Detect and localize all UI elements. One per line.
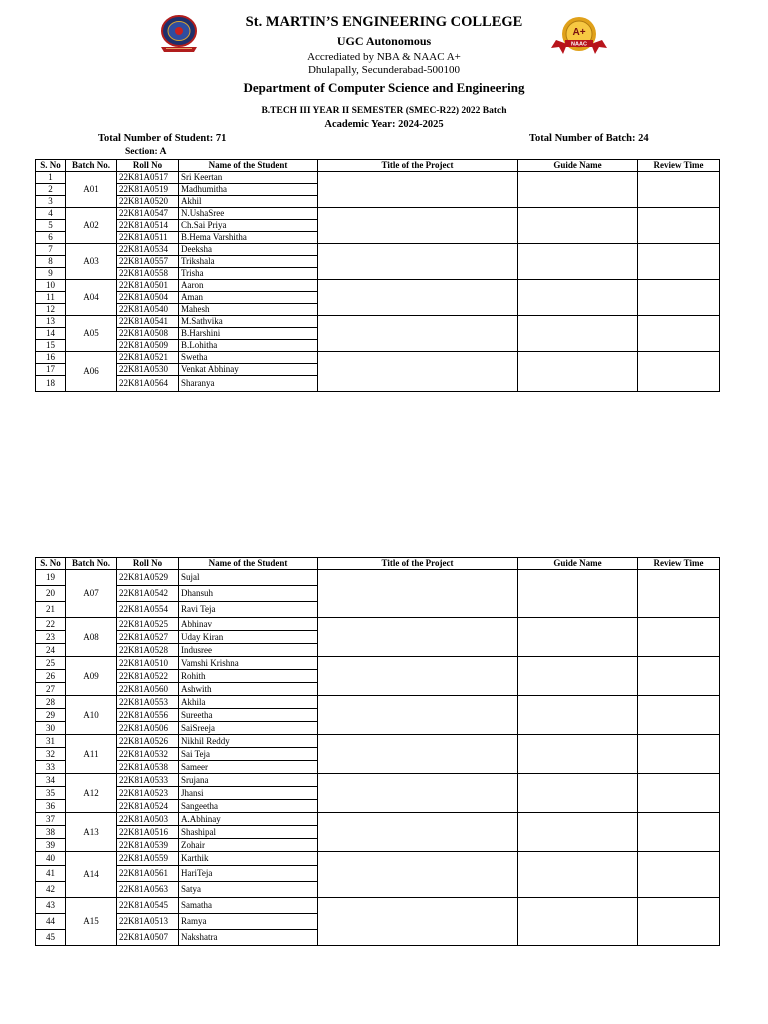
serial-number: 15 — [36, 340, 66, 352]
student-name: Ramya — [179, 914, 318, 930]
serial-number: 32 — [36, 748, 66, 761]
guide-name-cell — [518, 316, 638, 352]
roll-number: 22K81A0560 — [117, 683, 179, 696]
serial-number: 21 — [36, 602, 66, 618]
project-roster-table-2 — [35, 557, 720, 946]
roll-number: 22K81A0561 — [117, 866, 179, 882]
roll-number: 22K81A0553 — [117, 696, 179, 709]
serial-number: 13 — [36, 316, 66, 328]
project-title-cell — [318, 898, 518, 946]
guide-name-cell — [518, 618, 638, 657]
student-name: HariTeja — [179, 866, 318, 882]
roll-number: 22K81A0511 — [117, 232, 179, 244]
project-title-cell — [318, 852, 518, 898]
batch-number: A09 — [66, 657, 117, 696]
roll-number: 22K81A0517 — [117, 172, 179, 184]
table-row — [36, 244, 720, 256]
table-row — [36, 280, 720, 292]
student-name: Shashipal — [179, 826, 318, 839]
roll-number: 22K81A0534 — [117, 244, 179, 256]
college-name: St. MARTIN’S ENGINEERING COLLEGE — [245, 14, 523, 30]
student-name: Nakshatra — [179, 930, 318, 946]
project-title-cell — [318, 570, 518, 618]
roll-number: 22K81A0556 — [117, 709, 179, 722]
table-row — [36, 208, 720, 220]
table-row — [36, 172, 720, 184]
student-name: Satya — [179, 882, 318, 898]
review-time-cell — [638, 570, 720, 618]
project-roster-table-1 — [35, 159, 720, 392]
roll-number: 22K81A0528 — [117, 644, 179, 657]
student-name: Ch.Sai Priya — [179, 220, 318, 232]
review-time-cell — [638, 735, 720, 774]
table-row — [36, 898, 720, 914]
guide-name-cell — [518, 172, 638, 208]
table-row — [36, 657, 720, 670]
roll-number: 22K81A0514 — [117, 220, 179, 232]
project-title-cell — [318, 774, 518, 813]
batch-number: A08 — [66, 618, 117, 657]
batch-number: A07 — [66, 570, 117, 618]
review-time-cell — [638, 774, 720, 813]
serial-number: 20 — [36, 586, 66, 602]
student-name: Vamshi Krishna — [179, 657, 318, 670]
roll-number: 22K81A0524 — [117, 800, 179, 813]
review-time-cell — [638, 352, 720, 392]
roll-number: 22K81A0516 — [117, 826, 179, 839]
roll-number: 22K81A0526 — [117, 735, 179, 748]
accreditation: Accrediated by NBA & NAAC A+ — [307, 51, 461, 63]
roll-number: 22K81A0533 — [117, 774, 179, 787]
student-name: Trikshala — [179, 256, 318, 268]
batch-number: A03 — [66, 244, 117, 280]
table-row — [36, 852, 720, 866]
student-name: Akhil — [179, 196, 318, 208]
project-title-cell — [318, 316, 518, 352]
name-header: Name of the Student — [179, 558, 318, 570]
student-name: B.Lohitha — [179, 340, 318, 352]
serial-number: 38 — [36, 826, 66, 839]
student-name: Dhansuh — [179, 586, 318, 602]
roll-number: 22K81A0540 — [117, 304, 179, 316]
roll-header: Roll No — [117, 160, 179, 172]
project-title-header: Title of the Project — [318, 160, 518, 172]
roll-number: 22K81A0523 — [117, 787, 179, 800]
review-time-cell — [638, 852, 720, 898]
serial-number: 40 — [36, 852, 66, 866]
table-row — [36, 570, 720, 586]
serial-number: 41 — [36, 866, 66, 882]
review-time-cell — [638, 696, 720, 735]
review-time-cell — [638, 208, 720, 244]
student-name: Sharanya — [179, 376, 318, 392]
review-time-cell — [638, 316, 720, 352]
project-title-cell — [318, 813, 518, 852]
student-name: Sri Keertan — [179, 172, 318, 184]
student-name: Sujal — [179, 570, 318, 586]
batch-number: A13 — [66, 813, 117, 852]
student-name: Rohith — [179, 670, 318, 683]
batch-number: A04 — [66, 280, 117, 316]
review-time-cell — [638, 244, 720, 280]
project-title-cell — [318, 244, 518, 280]
serial-number: 1 — [36, 172, 66, 184]
student-name: Trisha — [179, 268, 318, 280]
letterhead — [0, 14, 768, 96]
serial-number: 6 — [36, 232, 66, 244]
serial-number: 17 — [36, 364, 66, 376]
roll-number: 22K81A0542 — [117, 586, 179, 602]
project-title-cell — [318, 618, 518, 657]
serial-number: 26 — [36, 670, 66, 683]
review-time-cell — [638, 280, 720, 316]
guide-name-cell — [518, 244, 638, 280]
roll-number: 22K81A0503 — [117, 813, 179, 826]
serial-number: 19 — [36, 570, 66, 586]
table-row — [36, 618, 720, 631]
batch-number: A15 — [66, 898, 117, 946]
semester-title: B.TECH III YEAR II SEMESTER (SMEC-R22) 2022 Batch — [261, 106, 507, 116]
guide-name-cell — [518, 774, 638, 813]
guide-name-cell — [518, 696, 638, 735]
roll-number: 22K81A0539 — [117, 839, 179, 852]
serial-number: 23 — [36, 631, 66, 644]
serial-number: 31 — [36, 735, 66, 748]
project-title-cell — [318, 696, 518, 735]
serial-number: 27 — [36, 683, 66, 696]
student-name: A.Abhinay — [179, 813, 318, 826]
batch-header: Batch No. — [66, 558, 117, 570]
total-students: Total Number of Student: 71 — [98, 133, 227, 144]
review-time-cell — [638, 172, 720, 208]
student-name: Nikhil Reddy — [179, 735, 318, 748]
serial-number: 44 — [36, 914, 66, 930]
guide-name-cell — [518, 657, 638, 696]
batch-header: Batch No. — [66, 160, 117, 172]
roll-number: 22K81A0519 — [117, 184, 179, 196]
student-name: Swetha — [179, 352, 318, 364]
department-name: Department of Computer Science and Engineering — [243, 80, 525, 95]
batch-number: A14 — [66, 852, 117, 898]
serial-number: 35 — [36, 787, 66, 800]
student-name: Ravi Teja — [179, 602, 318, 618]
guide-name-header: Guide Name — [518, 558, 638, 570]
student-name: SaiSreeja — [179, 722, 318, 735]
student-name: B.Hema Varshitha — [179, 232, 318, 244]
serial-number: 4 — [36, 208, 66, 220]
student-name: Ashwith — [179, 683, 318, 696]
review-time-cell — [638, 657, 720, 696]
table-row — [36, 735, 720, 748]
project-title-header: Title of the Project — [318, 558, 518, 570]
roll-number: 22K81A0510 — [117, 657, 179, 670]
review-time-header: Review Time — [638, 558, 720, 570]
section-label: Section: A — [125, 147, 167, 157]
student-name: Mahesh — [179, 304, 318, 316]
serial-number: 22 — [36, 618, 66, 631]
student-name: Samatha — [179, 898, 318, 914]
review-time-cell — [638, 813, 720, 852]
name-header: Name of the Student — [179, 160, 318, 172]
roll-number: 22K81A0558 — [117, 268, 179, 280]
roll-number: 22K81A0521 — [117, 352, 179, 364]
batch-number: A11 — [66, 735, 117, 774]
project-title-cell — [318, 657, 518, 696]
roll-number: 22K81A0520 — [117, 196, 179, 208]
batch-number: A02 — [66, 208, 117, 244]
roll-number: 22K81A0559 — [117, 852, 179, 866]
roll-number: 22K81A0504 — [117, 292, 179, 304]
batch-number: A10 — [66, 696, 117, 735]
roll-number: 22K81A0541 — [117, 316, 179, 328]
guide-name-cell — [518, 570, 638, 618]
student-name: Abhinav — [179, 618, 318, 631]
serial-number: 14 — [36, 328, 66, 340]
student-name: Indusree — [179, 644, 318, 657]
student-name: Aman — [179, 292, 318, 304]
student-name: Sureetha — [179, 709, 318, 722]
project-title-cell — [318, 172, 518, 208]
roll-number: 22K81A0545 — [117, 898, 179, 914]
project-title-cell — [318, 735, 518, 774]
batch-number: A12 — [66, 774, 117, 813]
guide-name-cell — [518, 852, 638, 898]
review-time-cell — [638, 618, 720, 657]
table-row — [36, 696, 720, 709]
guide-name-cell — [518, 280, 638, 316]
serial-number: 30 — [36, 722, 66, 735]
roll-number: 22K81A0501 — [117, 280, 179, 292]
student-name: Sangeetha — [179, 800, 318, 813]
serial-number: 18 — [36, 376, 66, 392]
roll-number: 22K81A0525 — [117, 618, 179, 631]
serial-number: 24 — [36, 644, 66, 657]
guide-name-cell — [518, 813, 638, 852]
roll-number: 22K81A0564 — [117, 376, 179, 392]
student-name: Jhansi — [179, 787, 318, 800]
roll-number: 22K81A0554 — [117, 602, 179, 618]
serial-number: 43 — [36, 898, 66, 914]
roll-number: 22K81A0557 — [117, 256, 179, 268]
student-name: Zohair — [179, 839, 318, 852]
review-time-cell — [638, 898, 720, 946]
table-row — [36, 316, 720, 328]
serial-number: 33 — [36, 761, 66, 774]
student-name: N.UshaSree — [179, 208, 318, 220]
serial-number: 37 — [36, 813, 66, 826]
table-row — [36, 774, 720, 787]
project-title-cell — [318, 280, 518, 316]
student-name: Sameer — [179, 761, 318, 774]
svg-text:NAAC: NAAC — [571, 41, 587, 48]
total-batches: Total Number of Batch: 24 — [529, 133, 649, 144]
table-row — [36, 813, 720, 826]
project-title-cell — [318, 352, 518, 392]
roll-number: 22K81A0509 — [117, 340, 179, 352]
student-name: Madhumitha — [179, 184, 318, 196]
student-name: M.Sathvika — [179, 316, 318, 328]
serial-number: 11 — [36, 292, 66, 304]
batch-number: A05 — [66, 316, 117, 352]
roll-number: 22K81A0527 — [117, 631, 179, 644]
roll-number: 22K81A0522 — [117, 670, 179, 683]
serial-number: 39 — [36, 839, 66, 852]
student-name: Sai Teja — [179, 748, 318, 761]
student-name: Uday Kiran — [179, 631, 318, 644]
roll-number: 22K81A0538 — [117, 761, 179, 774]
academic-year: Academic Year: 2024-2025 — [324, 119, 444, 130]
serial-number: 29 — [36, 709, 66, 722]
serial-number: 2 — [36, 184, 66, 196]
serial-number: 25 — [36, 657, 66, 670]
roll-number: 22K81A0547 — [117, 208, 179, 220]
serial-number: 5 — [36, 220, 66, 232]
roll-number: 22K81A0532 — [117, 748, 179, 761]
table-row — [36, 352, 720, 364]
student-name: Karthik — [179, 852, 318, 866]
guide-name-cell — [518, 735, 638, 774]
batch-number: A06 — [66, 352, 117, 392]
serial-number: 16 — [36, 352, 66, 364]
serial-number: 28 — [36, 696, 66, 709]
roll-number: 22K81A0530 — [117, 364, 179, 376]
roll-number: 22K81A0507 — [117, 930, 179, 946]
batch-number: A01 — [66, 172, 117, 208]
roll-number: 22K81A0506 — [117, 722, 179, 735]
serial-number: 12 — [36, 304, 66, 316]
serial-number: 7 — [36, 244, 66, 256]
sno-header: S. No — [36, 558, 66, 570]
sno-header: S. No — [36, 160, 66, 172]
student-name: Deeksha — [179, 244, 318, 256]
roll-number: 22K81A0529 — [117, 570, 179, 586]
roll-number: 22K81A0563 — [117, 882, 179, 898]
guide-name-cell — [518, 352, 638, 392]
student-name: Aaron — [179, 280, 318, 292]
serial-number: 10 — [36, 280, 66, 292]
serial-number: 42 — [36, 882, 66, 898]
serial-number: 8 — [36, 256, 66, 268]
serial-number: 3 — [36, 196, 66, 208]
roll-number: 22K81A0513 — [117, 914, 179, 930]
student-name: Akhila — [179, 696, 318, 709]
roll-header: Roll No — [117, 558, 179, 570]
svg-text:A+: A+ — [572, 27, 586, 38]
student-name: Venkat Abhinay — [179, 364, 318, 376]
roll-number: 22K81A0508 — [117, 328, 179, 340]
guide-name-header: Guide Name — [518, 160, 638, 172]
student-name: Srujana — [179, 774, 318, 787]
project-title-cell — [318, 208, 518, 244]
serial-number: 34 — [36, 774, 66, 787]
serial-number: 45 — [36, 930, 66, 946]
ugc-status: UGC Autonomous — [336, 34, 432, 48]
serial-number: 9 — [36, 268, 66, 280]
review-time-header: Review Time — [638, 160, 720, 172]
guide-name-cell — [518, 208, 638, 244]
guide-name-cell — [518, 898, 638, 946]
student-name: B.Harshini — [179, 328, 318, 340]
serial-number: 36 — [36, 800, 66, 813]
address: Dhulapally, Secunderabad-500100 — [307, 64, 461, 76]
